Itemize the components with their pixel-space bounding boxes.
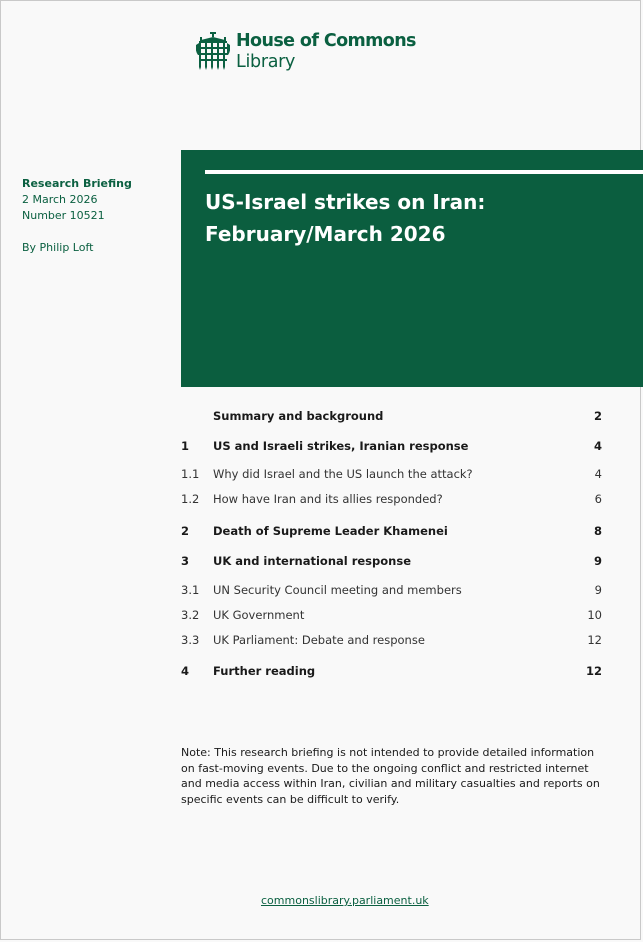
toc-label: Why did Israel and the US launch the attack?	[213, 467, 473, 481]
toc-number: 1.1	[181, 467, 200, 481]
logo-line-2: Library	[236, 52, 296, 72]
title-rule	[205, 170, 643, 174]
toc-page: 4	[594, 467, 602, 481]
toc-number: 1	[181, 439, 190, 453]
title-banner	[181, 150, 643, 387]
toc-label: UK Government	[213, 608, 305, 622]
toc-entry[interactable]	[181, 524, 602, 538]
toc-entry[interactable]	[181, 583, 602, 597]
website-link[interactable]: commonslibrary.parliament.uk	[261, 894, 429, 907]
toc-number: 4	[181, 664, 190, 678]
toc-number: 3.1	[181, 583, 200, 597]
briefing-meta	[22, 176, 132, 256]
toc-label: US and Israeli strikes, Iranian response	[213, 439, 469, 453]
toc-number: 2	[181, 524, 190, 538]
toc-page: 10	[587, 608, 602, 622]
toc-page: 9	[594, 583, 602, 597]
disclaimer-note: Note: This research briefing is not intended to provide detailed information on fast-moving events. Due to the ongoing conflict and restricted internet and media access within Iran, civilian and military casualties and reports on specific events can be difficult to verify.	[181, 746, 600, 806]
toc-label: Death of Supreme Leader Khamenei	[213, 524, 448, 538]
toc-entry[interactable]	[181, 409, 602, 423]
toc-number: 3	[181, 554, 190, 568]
briefing-author: By Philip Loft	[22, 241, 94, 254]
house-of-commons-library-logo	[196, 31, 416, 73]
toc-entry[interactable]	[181, 608, 602, 622]
portcullis-icon	[196, 31, 230, 71]
toc-entry[interactable]	[181, 467, 602, 481]
toc-page: 2	[593, 409, 602, 423]
toc-entry[interactable]	[181, 554, 602, 568]
toc-label: Further reading	[213, 664, 316, 678]
toc-label: UK and international response	[213, 554, 411, 568]
toc-page: 4	[593, 439, 602, 453]
toc-entry[interactable]	[181, 664, 602, 678]
toc-number: 3.2	[181, 608, 200, 622]
toc-page: 9	[593, 554, 602, 568]
toc-number: 1.2	[181, 492, 200, 506]
title-line-2: February/March 2026	[205, 222, 446, 246]
toc-page: 12	[587, 633, 602, 647]
logo-wordmark	[236, 31, 416, 73]
toc-label: UN Security Council meeting and members	[213, 583, 462, 597]
title-line-1: US-Israel strikes on Iran:	[205, 190, 486, 214]
toc-entry[interactable]	[181, 633, 602, 647]
page-title	[205, 186, 625, 250]
toc-number: 3.3	[181, 633, 200, 647]
briefing-date: 2 March 2026	[22, 193, 98, 206]
toc-entry[interactable]	[181, 492, 602, 506]
logo-line-1: House of Commons	[236, 31, 416, 51]
briefing-number: Number 10521	[22, 209, 105, 222]
toc-page: 12	[585, 664, 602, 678]
toc-page: 8	[593, 524, 602, 538]
toc-entry[interactable]	[181, 439, 602, 453]
toc-label: UK Parliament: Debate and response	[213, 633, 425, 647]
toc-page: 6	[594, 492, 602, 506]
briefing-type: Research Briefing	[22, 177, 132, 190]
toc-label: Summary and background	[213, 409, 384, 423]
toc-label: How have Iran and its allies responded?	[213, 492, 443, 506]
